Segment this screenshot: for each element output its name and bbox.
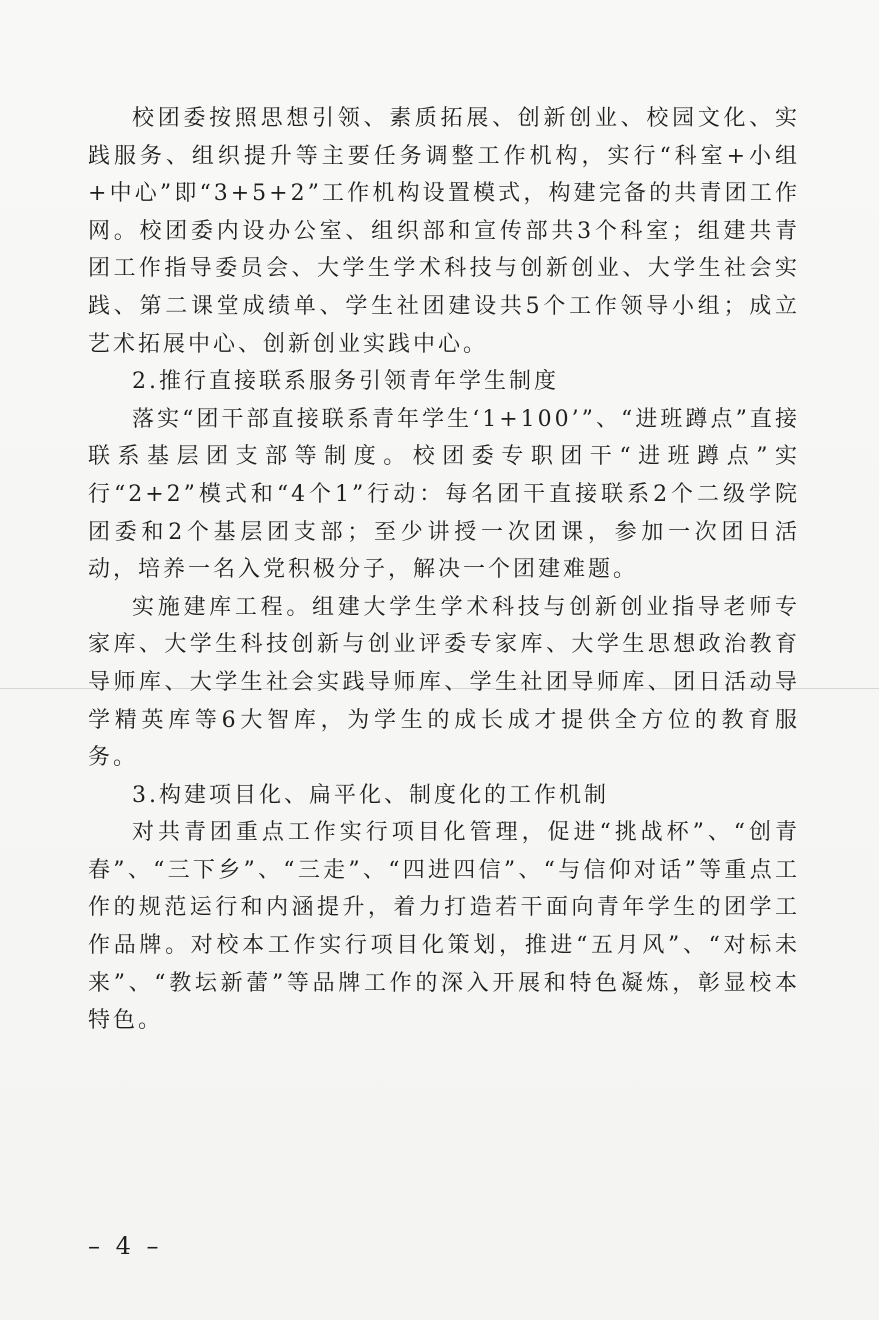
heading-work-mechanism: 3.构建项目化、扁平化、制度化的工作机制	[132, 782, 609, 808]
paragraph-project-management: 对共青团重点工作实行项目化管理，促进“挑战杯”、“创青春”、“三下乡”、“三走”、“四进四信”、“与信仰对话”等重点工作的规范运行和内涵提升，着力打造若干面向青年学生的团学工作品牌。对校本工作实行项目化策划，推进“五月风”、“对标未来”、“教坛新蕾”等品牌工作的深入开展和特色凝炼，彰显校本特色。	[88, 820, 800, 1034]
paragraph-organization-structure: 校团委按照思想引领、素质拓展、创新创业、校园文化、实践服务、组织提升等主要任务调整工作机构，实行“科室+小组+中心”即“3+5+2”工作机构设置模式，构建完备的共青团工作网。校团委内设办公室、组织部和宣传部共3个科室；组建共青团工作指导委员会、大学生学术科技与创新创业、大学生社会实践、第二课堂成绩单、学生社团建设共5个工作领导小组；成立艺术拓展中心、创新创业实践中心。	[88, 106, 800, 357]
document-body	[88, 100, 800, 1040]
paragraph-expert-library: 实施建库工程。组建大学生学术科技与创新创业指导老师专家库、大学生科技创新与创业评委专家库、大学生思想政治教育导师库、大学生社会实践导师库、学生社团导师库、团日活动导学精英库等6大智库，为学生的成长成才提供全方位的教育服务。	[88, 594, 800, 771]
heading-direct-contact-system: 2.推行直接联系服务引领青年学生制度	[132, 369, 559, 395]
page-number: – 4 –	[88, 1232, 163, 1260]
paragraph-direct-contact: 落实“团干部直接联系青年学生‘1+100’”、“进班蹲点”直接联系基层团支部等制度。校团委专职团干“进班蹲点”实行“2+2”模式和“4个1”行动：每名团干直接联系2个二级学院团委和2个基层团支部；至少讲授一次团课，参加一次团日活动，培养一名入党积极分子，解决一个团建难题。	[88, 406, 800, 583]
